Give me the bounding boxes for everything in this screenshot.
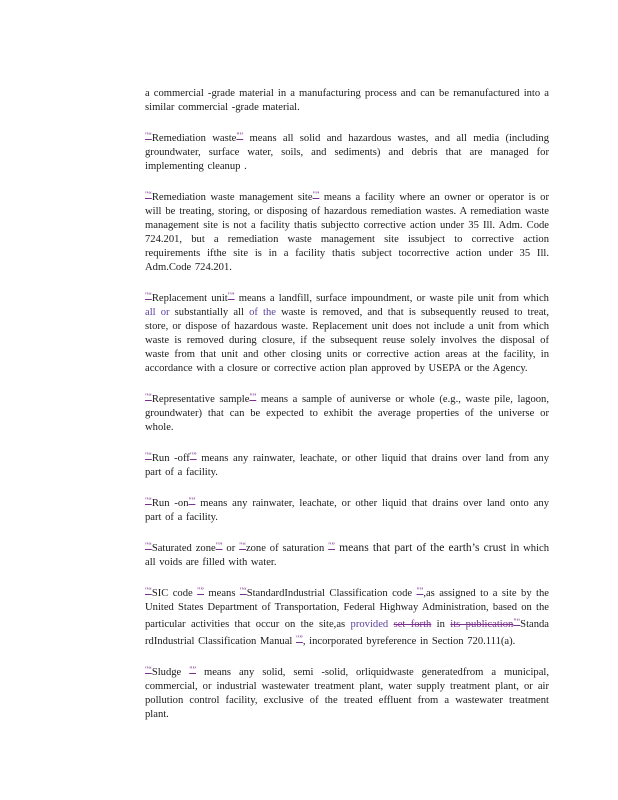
term: Run -on: [151, 498, 189, 509]
quote-mark: "”: [328, 541, 335, 550]
quote-mark: "”: [312, 190, 320, 199]
quote-mark: "”: [249, 392, 257, 401]
deleted-text: set forth: [393, 619, 432, 630]
quote-mark: "“: [239, 586, 247, 595]
definition-text: means any rainwater, leachate, or other liquid that drains over land onto any part of a facility.: [145, 498, 549, 523]
definition-text: or: [222, 543, 240, 554]
quote-mark: "”: [296, 634, 303, 643]
definition-replacement-unit: [145, 289, 549, 376]
quote-mark: "”: [189, 665, 197, 674]
definition-text: means a sample of auniverse or whole (e.g., waste pile, lagoon, groundwater) that can be expected to exhibit the average properties of the universe or whole.: [145, 394, 549, 433]
quote-mark: "“: [145, 496, 152, 505]
term: StandardIndustrial Classification code: [246, 588, 417, 599]
term: Run -off: [151, 453, 190, 464]
quote-mark: "”: [236, 131, 244, 140]
document-body: [145, 87, 549, 736]
definition-run-off: [145, 449, 549, 480]
term: zone of saturation: [245, 543, 329, 554]
term: Replacement unit: [151, 293, 228, 304]
definition-text: in: [431, 619, 451, 630]
quote-mark: "“: [145, 190, 152, 199]
definition-text: means any solid, semi -solid, orliquidwaste generatedfrom a municipal, commercial, or industrial wastewater treatment plant, water supply treatment plant, or air pollution control facility, exclusive of the treated effluent from a wastewater treatment plant.: [145, 667, 549, 720]
deleted-text: its publication: [450, 619, 514, 630]
inserted-text: provided: [350, 619, 389, 630]
quote-mark: "“: [239, 541, 246, 550]
inserted-text: all or: [145, 307, 170, 318]
term: Remediation waste management site: [151, 192, 313, 203]
definition-text: Standa rdIndustrial Classification Manual: [145, 619, 550, 647]
definition-text: which all voids are filled with water.: [145, 543, 550, 568]
quote-mark: "“: [513, 617, 521, 626]
definition-text: means a facility where an owner or operator is or will be treating, storing, or disposing of hazardous remediation wastes. A remediation waste management site is not a facility thatis subjectto corrective action under 35 Ill. Adm. Code 724.201, but a remediation waste management site issubject to corrective action requirements ifthe site is in a facility thatis subject tocorrective action under 35 Ill. Adm.Code 724.201.: [145, 192, 549, 273]
definition-sludge: [145, 663, 549, 722]
quote-mark: "“: [145, 665, 152, 674]
quote-mark: "”: [416, 586, 424, 595]
definition-representative-sample: [145, 390, 549, 435]
definition-sic-code: [145, 584, 549, 649]
quote-mark: "”: [215, 541, 223, 550]
quote-mark: "“: [145, 392, 152, 401]
definition-remediation-waste: [145, 129, 549, 174]
quote-mark: "”: [197, 586, 204, 595]
definition-saturated-zone: [145, 539, 549, 570]
quote-mark: "”: [188, 496, 196, 505]
quote-mark: "“: [145, 586, 152, 595]
quote-mark: "“: [145, 451, 152, 460]
definition-remediation-waste-management-site: [145, 188, 549, 275]
definition-text: waste is removed, and that is subsequently reused to treat, store, or dispose of hazardous waste. Replacement unit does not include a unit from which waste is removed during closure, if the subsequent reuse solely involves the disposal of waste from that unit and other closing units or corrective action areas at the facility, in accordance with a closure or corrective action plan approved by USEPA or the Agency.: [145, 307, 549, 374]
term: SIC code: [151, 588, 198, 599]
definition-text: means: [203, 588, 240, 599]
definition-text: ,as assigned to a site by the United States Department of Transportation, Federal Highway Administration, based on the particular activities that occur on the site,as: [145, 588, 549, 630]
quote-mark: "”: [189, 451, 197, 460]
definition-text: , incorporated byreference in Section 720.111(a).: [302, 636, 516, 647]
definition-run-on: [145, 494, 549, 525]
quote-mark: "“: [145, 291, 152, 300]
paragraph-text: a commercial -grade material in a manufacturing process and can be remanufactured into a similar commercial -grade material.: [145, 88, 549, 113]
definition-text: means any rainwater, leachate, or other liquid that drains over land from any part of a facility.: [145, 453, 550, 478]
quote-mark: "“: [145, 131, 152, 140]
definition-text: means all solid and hazardous wastes, and all media (including groundwater, surface water, soils, and sediments) and debris that are managed for implementing cleanup .: [145, 133, 549, 172]
term: Representative sample: [151, 394, 250, 405]
paragraph-material-continuation: [145, 87, 549, 115]
term: Sludge: [151, 667, 190, 678]
definition-text: means a landfill, surface impoundment, or waste pile unit from which: [234, 293, 549, 304]
definition-text: substantially all: [169, 307, 250, 318]
definition-text: means that part of the earth’s crust in: [334, 541, 520, 554]
inserted-text: of the: [249, 307, 276, 318]
quote-mark: "”: [227, 291, 235, 300]
term: Remediation waste: [151, 133, 237, 144]
quote-mark: "“: [145, 541, 152, 550]
term: Saturated zone: [151, 543, 216, 554]
